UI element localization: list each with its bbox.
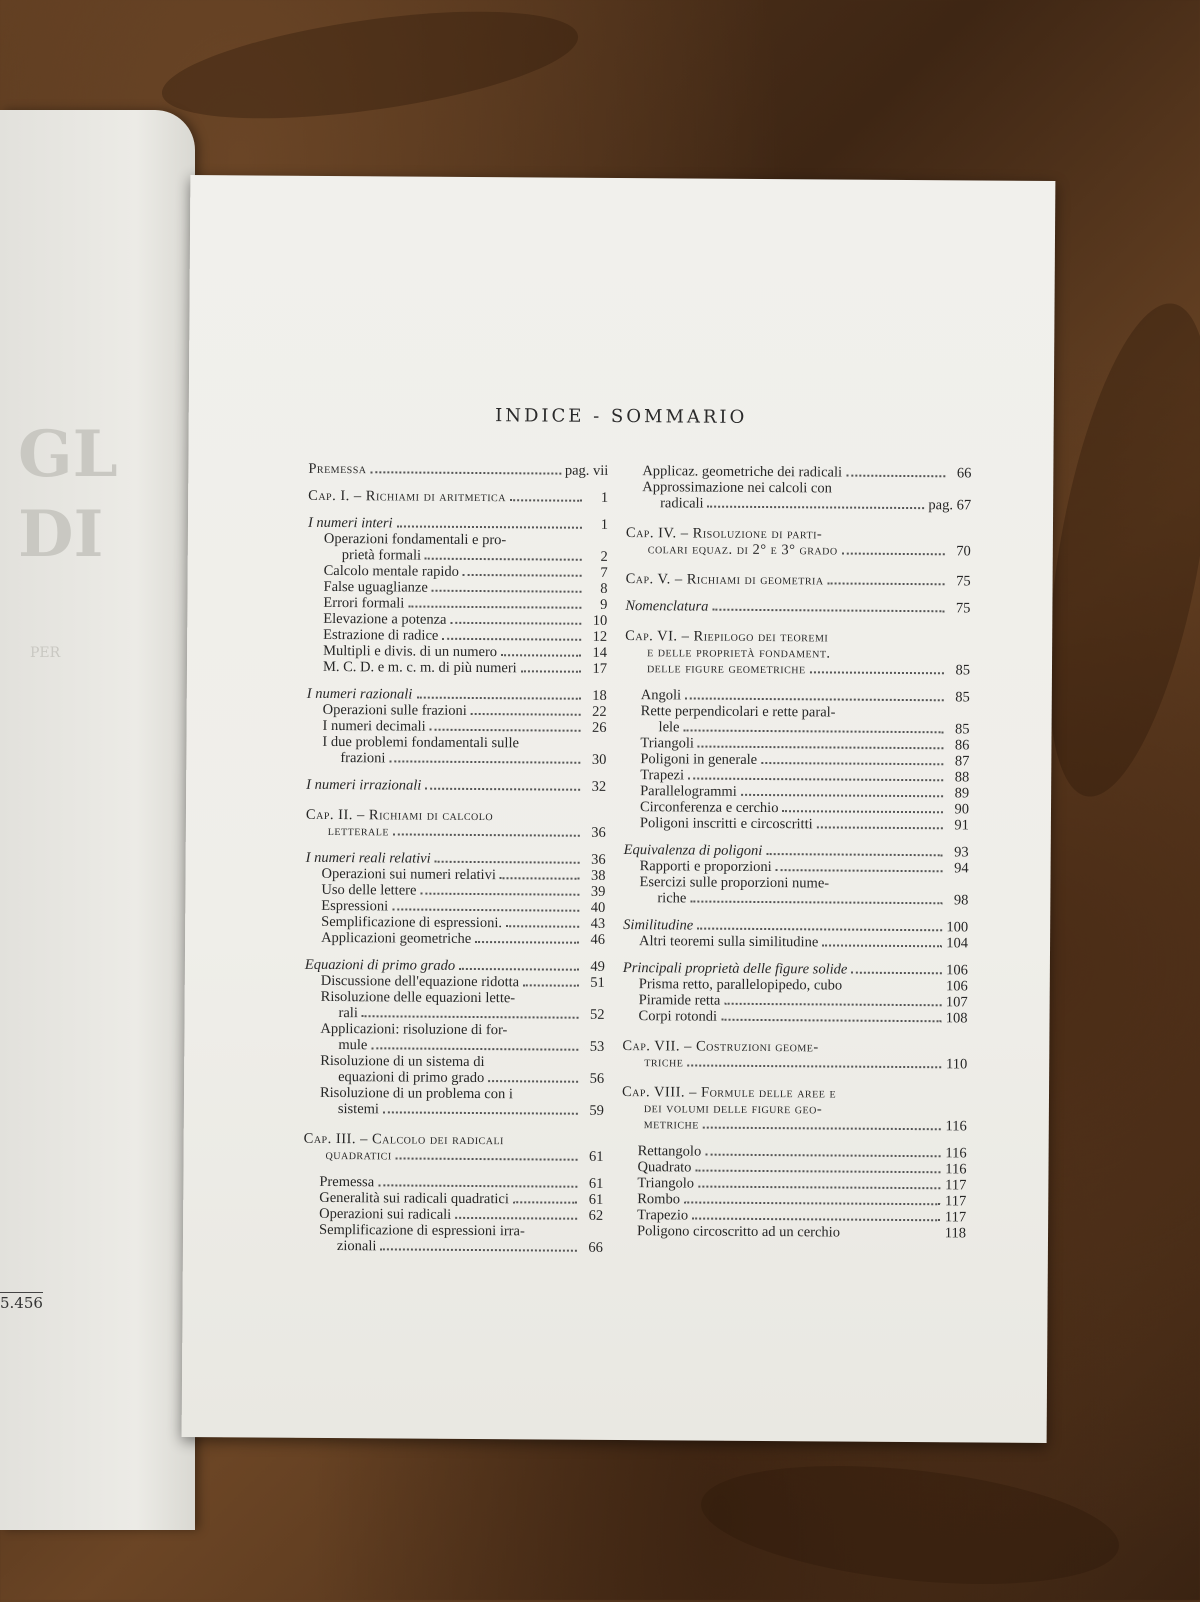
entry-title: Rettangolo [638,1143,702,1159]
leader-dots [828,582,945,585]
entry-title: Cap. V. – Richiami di geometria [626,571,824,588]
entry-page-number: 85 [948,689,970,705]
entry-page-number: 110 [945,1056,967,1072]
index-entry [308,461,608,479]
entry-page-number: 98 [946,892,968,908]
entry-page-number: 1 [586,517,608,533]
entry-title: Semplificazione di espressioni irra- [319,1222,525,1239]
leader-dots [523,984,579,986]
entry-page-number: 18 [585,688,607,704]
leader-dots [463,574,582,577]
entry-title: Rette perpendicolari e rette paral- [641,703,836,720]
entry-title: Operazioni fondamentali e pro- [324,531,506,548]
entry-page-number: 66 [949,465,971,481]
leader-dots [459,968,579,971]
entry-title: Uso delle lettere [321,882,416,899]
entry-title: Equazioni di primo grado [305,957,455,974]
leader-dots [420,893,579,896]
entry-title: Equivalenza di poligoni [624,842,763,859]
leader-dots [500,877,580,880]
entry-title: Angoli [641,687,681,703]
leader-dots [397,525,582,528]
entry-page-number: 56 [582,1071,604,1087]
index-entry [306,750,606,768]
index-entry [621,1223,966,1241]
entry-page-number: 106 [946,978,968,994]
entry-title: Applicaz. geometriche dei radicali [642,463,842,480]
entry-page-number: 49 [583,959,605,975]
entry-page-number: 30 [584,752,606,768]
entry-page-number: 118 [944,1225,966,1241]
index-entry [625,660,970,678]
entry-title: Operazioni sui radicali [319,1206,451,1223]
index-entry [622,1116,967,1134]
entry-title: Cap. III. – Calcolo dei radicali [304,1131,504,1148]
entry-title: Espressioni [321,898,388,914]
entry-page-number: 26 [585,720,607,736]
entry-page-number: 38 [583,868,605,884]
catalog-number: 5.456 [0,1292,43,1312]
index-entry [305,930,605,948]
index-entry [303,1238,603,1256]
page-title: INDICE - SOMMARIO [189,403,1054,430]
entry-title: delle figure geometriche [647,660,806,677]
entry-page-number: 7 [586,565,608,581]
entry-title: Poligono circoscritto ad un cerchio [637,1223,840,1240]
ghost-letters-1: GL [18,415,118,495]
entry-page-number: 116 [945,1145,967,1161]
entry-title: Cap. VII. – Costruzioni geome- [622,1038,818,1055]
leader-dots [506,925,579,928]
entry-page-number: 88 [947,769,969,785]
leader-dots [435,861,580,864]
leader-dots [708,506,925,510]
entry-title: I numeri interi [308,515,393,532]
left-page-large-letters [18,415,118,575]
leader-dots [475,941,579,944]
leader-dots [425,788,580,791]
entry-title: Triangoli [640,735,694,751]
leader-dots [430,729,581,732]
entry-title: Piramide retta [639,992,721,1009]
leader-dots [432,590,582,593]
ghost-letters-2: DI [18,495,118,575]
entry-page-number: 36 [584,852,606,868]
entry-page-number: 61 [581,1192,603,1208]
entry-title: Elevazione a potenza [323,611,446,628]
leader-dots [690,901,942,905]
leader-dots [471,713,581,716]
entry-title: Trapezi [640,767,684,783]
entry-title: Generalità sui radicali quadratici [319,1190,509,1207]
entry-title: Principali proprietà delle figure solide [623,960,848,978]
leader-dots [513,1201,577,1203]
index-entry [308,488,608,506]
index-entry [625,598,970,616]
leader-dots [697,928,942,932]
entry-title: Estrazione di radice [323,627,438,644]
leader-dots [844,1237,940,1238]
entry-page-number: 36 [584,825,606,841]
index-entry [623,933,968,951]
entry-title: zionali [337,1238,377,1254]
leader-dots [393,833,580,836]
leader-dots [776,869,943,872]
entry-page-number: 53 [582,1039,604,1055]
leader-dots [442,638,581,641]
entry-page-number: 117 [944,1209,966,1225]
leader-dots [851,972,942,975]
index-entry [622,1054,967,1072]
index-entry [626,495,971,513]
entry-page-number: 52 [583,1007,605,1023]
index-entry [307,659,607,677]
entry-title: Triangolo [637,1175,694,1191]
entry-title: Semplificazione di espressioni. [321,914,502,931]
entry-title: Errori formali [323,595,404,612]
leader-dots [846,990,942,991]
index-entry [306,823,606,841]
entry-page-number: 17 [585,661,607,677]
entry-title: Nomenclatura [625,598,708,615]
leader-dots [688,777,943,781]
index-entry [623,890,968,908]
entry-page-number: pag. 67 [928,497,971,513]
entry-page-number: 106 [946,962,968,978]
entry-page-number: 104 [946,935,968,951]
entry-title: Altri teoremi sulla similitudine [639,933,818,950]
entry-title: rali [339,1005,358,1021]
entry-title: Rapporti e proporzioni [640,858,772,875]
index-entry [626,571,971,589]
entry-title: Circonferenza e cerchio [640,799,779,816]
entry-page-number: 8 [585,581,607,597]
leader-dots [761,762,943,765]
entry-title: metriche [644,1116,699,1132]
entry-page-number: 59 [582,1103,604,1119]
entry-title: e delle proprietà fondament. [647,644,831,661]
leader-dots [425,558,582,561]
entry-page-number: 117 [944,1193,966,1209]
index-column-right [621,463,971,1241]
entry-page-number: pag. vii [565,463,609,479]
entry-title: prietà formali [342,547,421,564]
leader-dots [703,1127,941,1131]
entry-title: frazioni [340,750,385,766]
entry-page-number: 51 [583,975,605,991]
leader-dots [721,1019,941,1023]
entry-title: I due problemi fondamentali sulle [322,734,519,751]
leader-dots [817,826,943,829]
entry-title: Operazioni sulle frazioni [323,702,467,719]
entry-title: Parallelogrammi [640,783,737,800]
entry-title: mule [338,1037,367,1053]
entry-title: Discussione dell'equazione ridotta [321,973,519,990]
leader-dots [392,908,579,911]
entry-title: Rombo [637,1191,680,1207]
index-entry [622,1008,967,1026]
index-entry [626,541,971,559]
entry-title: Poligoni inscritti e circoscritti [640,815,813,832]
entry-title: radicali [660,495,704,511]
entry-title: colari equaz. di 2° e 3° grado [648,541,838,558]
leader-dots [698,746,944,750]
index-entry [306,777,606,795]
entry-title: Prisma retto, parallelopipedo, cubo [639,976,842,993]
entry-page-number: 12 [585,629,607,645]
index-column-left [303,461,609,1256]
entry-title: Trapezio [637,1207,688,1223]
leader-dots [389,760,580,763]
entry-title: False uguaglianze [323,579,427,596]
entry-title: Calcolo mentale rapido [324,563,459,580]
entry-page-number: 75 [948,600,970,616]
left-page [0,110,195,1530]
entry-page-number: 32 [584,779,606,795]
wood-grain [156,0,584,139]
entry-title: Multipli e divis. di un numero [323,643,497,660]
leader-dots [416,697,580,700]
entry-page-number: 46 [583,932,605,948]
index-entry [304,1101,604,1119]
entry-title: Similitudine [623,917,693,933]
entry-title: Poligoni in generale [640,751,757,768]
leader-dots [510,499,582,502]
leader-dots [501,654,581,657]
leader-dots [371,471,561,474]
leader-dots [712,609,944,613]
leader-dots [685,697,944,701]
leader-dots [842,553,945,556]
entry-title: Cap. VIII. – Formule delle aree e [622,1084,836,1101]
leader-dots [695,1170,940,1174]
leader-dots [450,622,581,625]
index-entry [304,1147,604,1165]
entry-title: Risoluzione di un sistema di [320,1053,484,1070]
leader-dots [455,1217,577,1220]
index-page [182,175,1056,1443]
leader-dots [724,1003,941,1007]
entry-page-number: 86 [947,737,969,753]
index-entry [624,815,969,833]
entry-page-number: 2 [586,549,608,565]
entry-page-number: 89 [947,785,969,801]
entry-page-number: 61 [582,1149,604,1165]
entry-title: I numeri decimali [323,718,426,735]
leader-dots [846,475,945,478]
entry-title: Premessa [319,1174,374,1190]
entry-page-number: 116 [945,1118,967,1134]
entry-title: Applicazioni: risoluzione di for- [320,1021,507,1038]
left-page-small-text: PER [30,645,60,661]
entry-title: Quadrato [637,1159,691,1175]
entry-title: Approssimazione nei calcoli con [642,479,832,496]
entry-title: sistemi [338,1101,379,1117]
leader-dots [380,1248,577,1251]
leader-dots [822,944,942,947]
entry-page-number: 116 [944,1161,966,1177]
entry-page-number: 66 [581,1240,603,1256]
leader-dots [683,729,943,733]
entry-title: lele [659,719,680,735]
entry-title: I numeri razionali [307,686,413,703]
leader-dots [766,853,942,856]
entry-title: equazioni di primo grado [338,1069,484,1086]
leader-dots [810,671,944,674]
entry-title: Risoluzione di un problema con i [320,1085,513,1102]
leader-dots [692,1218,940,1222]
entry-title: Premessa [308,461,366,477]
leader-dots [371,1047,578,1050]
leader-dots [698,1186,940,1190]
wood-grain [695,1448,1124,1601]
entry-page-number: 14 [585,645,607,661]
leader-dots [684,1201,940,1205]
entry-title: triche [644,1054,683,1070]
entry-page-number: 75 [949,573,971,589]
entry-title: Corpi rotondi [638,1008,717,1025]
leader-dots [362,1015,579,1019]
entry-title: Esercizi sulle proporzioni nume- [639,874,829,891]
entry-page-number: 61 [581,1176,603,1192]
leader-dots [782,810,943,813]
entry-title: Operazioni sui numeri relativi [321,866,495,883]
entry-page-number: 10 [585,613,607,629]
entry-title: Cap. I. – Richiami di aritmetica [308,488,506,505]
leader-dots [521,670,581,672]
entry-page-number: 40 [583,900,605,916]
entry-title: Cap. II. – Richiami di calcolo [306,807,493,824]
leader-dots [741,794,943,797]
leader-dots [488,1080,578,1083]
entry-title: Cap. IV. – Risoluzione di parti- [626,525,822,542]
entry-title: Cap. VI. – Riepilogo dei teoremi [625,628,828,645]
entry-page-number: 91 [947,817,969,833]
entry-title: I numeri reali relativi [306,850,431,867]
entry-page-number: 90 [947,801,969,817]
entry-title: letterale [328,823,389,839]
leader-dots [378,1184,577,1187]
leader-dots [408,606,581,609]
entry-page-number: 85 [948,662,970,678]
entry-page-number: 93 [947,844,969,860]
entry-title: Applicazioni geometriche [321,930,471,947]
entry-page-number: 70 [949,543,971,559]
entry-page-number: 22 [585,704,607,720]
entry-page-number: 85 [948,721,970,737]
entry-page-number: 43 [583,916,605,932]
leader-dots [383,1111,578,1114]
entry-page-number: 100 [946,919,968,935]
entry-title: I numeri irrazionali [306,777,421,794]
leader-dots [396,1157,578,1160]
entry-page-number: 1 [586,490,608,506]
entry-page-number: 108 [945,1010,967,1026]
leader-dots [705,1154,940,1158]
entry-page-number: 39 [583,884,605,900]
entry-title: riche [657,890,686,906]
entry-page-number: 62 [581,1208,603,1224]
entry-page-number: 117 [944,1177,966,1193]
entry-title: Risoluzione delle equazioni lette- [321,989,516,1006]
entry-page-number: 9 [585,597,607,613]
entry-page-number: 94 [947,860,969,876]
entry-title: M. C. D. e m. c. m. di più numeri [323,659,517,676]
entry-title: dei volumi delle figure geo- [644,1100,822,1117]
entry-title: quadratici [326,1147,392,1163]
entry-page-number: 107 [946,994,968,1010]
leader-dots [687,1064,941,1068]
entry-page-number: 87 [947,753,969,769]
